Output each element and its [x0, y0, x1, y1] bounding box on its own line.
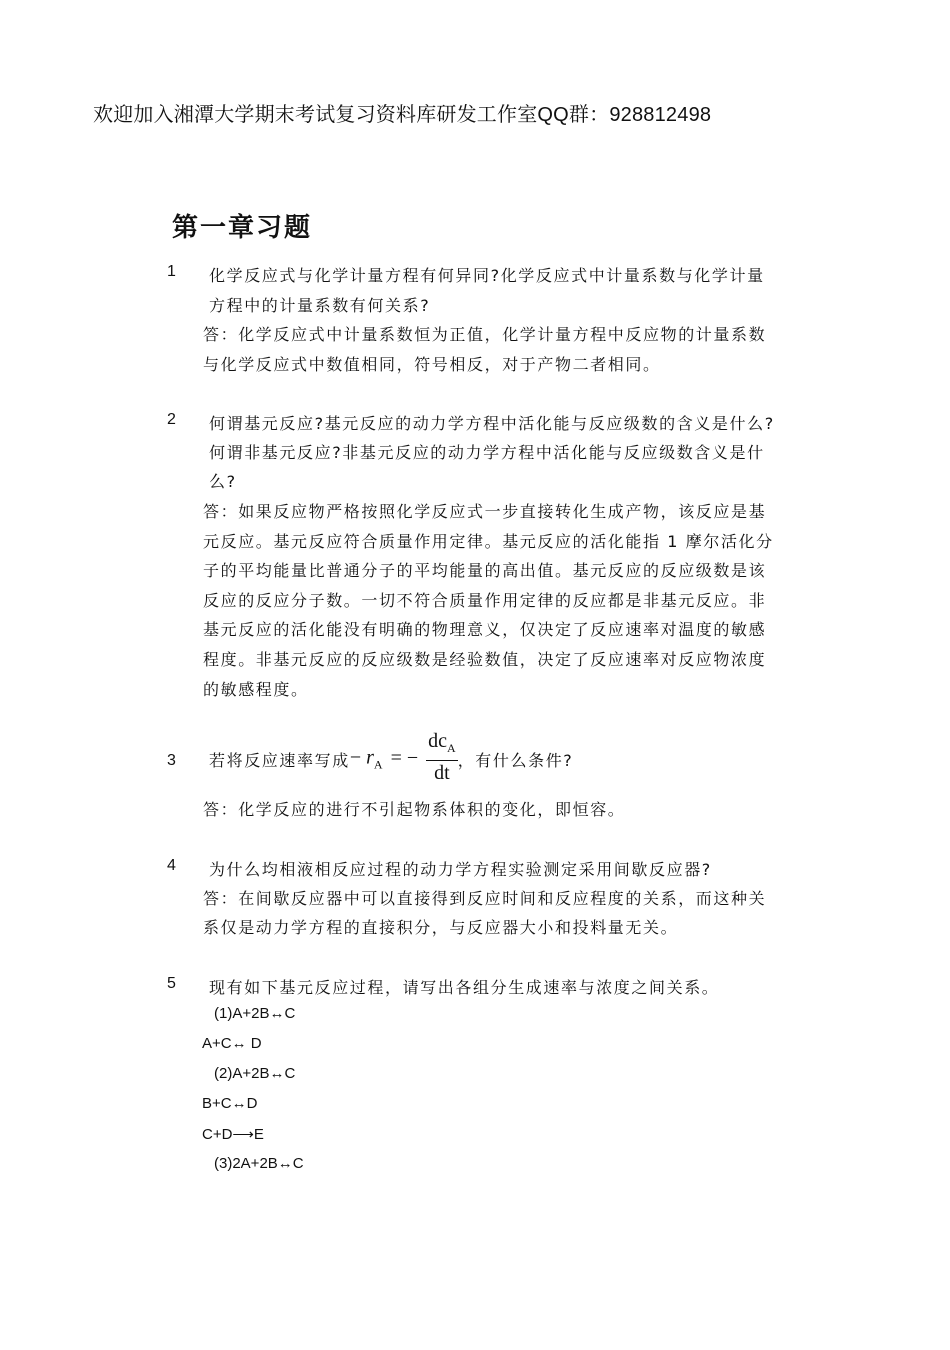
header-banner: 欢迎加入湘潭大学期末考试复习资料库研发工作室QQ群：928812498 [93, 104, 712, 126]
answer-2-line-5: 基元反应的活化能没有明确的物理意义，仅决定了反应速率对温度的敏感 [203, 620, 767, 639]
answer-2-line-1: 答：如果反应物严格按照化学反应式一步直接转化生成产物，该反应是基 [203, 502, 767, 521]
reaction-equation-5: C+D⟶E [202, 1126, 264, 1143]
reaction-equation-4: B+C↔D [202, 1095, 258, 1112]
question-4-line-1: 为什么均相液相反应过程的动力学方程实验测定采用间歇反应器? [209, 860, 712, 879]
question-1-line-2: 方程中的计量系数有何关系? [209, 296, 431, 315]
question-2-line-2: 何谓非基元反应?非基元反应的动力学方程中活化能与反应级数含义是什 [209, 443, 765, 462]
answer-1-line-1: 答：化学反应式中计量系数恒为正值，化学计量方程中反应物的计量系数 [203, 325, 767, 344]
equals-minus: = − [390, 746, 419, 769]
question-number-5: 5 [167, 975, 176, 992]
question-5-line-1: 现有如下基元反应过程，请写出各组分生成速率与浓度之间关系。 [209, 978, 720, 997]
question-1-line-1: 化学反应式与化学计量方程有何异同?化学反应式中计量系数与化学计量 [209, 266, 765, 285]
answer-2-line-4: 反应的反应分子数。一切不符合质量作用定律的反应都是非基元反应。非 [203, 591, 767, 610]
question-3-suffix: ，有什么条件? [457, 750, 574, 770]
minus-sign: − [349, 746, 362, 769]
fraction-numerator-subscript: A [447, 741, 456, 755]
answer-3-line-1: 答：化学反应的进行不引起物系体积的变化，即恒容。 [203, 800, 626, 819]
answer-1-line-2: 与化学反应式中数值相同，符号相反，对于产物二者相同。 [203, 355, 661, 374]
answer-4-line-1: 答：在间歇反应器中可以直接得到反应时间和反应程度的关系，而这种关 [203, 889, 767, 908]
chapter-title: 第一章习题 [172, 213, 313, 243]
fraction-numerator: $dc_A$ [426, 729, 458, 761]
question-number-3: 3 [167, 752, 176, 769]
answer-2-line-6: 程度。非基元反应的反应级数是经验数值，决定了反应速率对反应物浓度 [203, 650, 767, 669]
question-2-line-3: 么? [209, 472, 237, 491]
question-3-line [209, 730, 574, 785]
rate-expression [350, 731, 458, 787]
rate-subscript: A [373, 757, 383, 772]
answer-2-line-3: 子的平均能量比普通分子的平均能量的高出值。基元反应的反应级数是该 [203, 561, 767, 580]
derivative-fraction [426, 729, 458, 785]
reaction-equation-2: A+C↔ D [202, 1035, 262, 1052]
question-2-line-1: 何谓基元反应?基元反应的动力学方程中活化能与反应级数的含义是什么? [209, 414, 775, 433]
question-number-4: 4 [167, 857, 176, 874]
answer-2-line-2: 元反应。基元反应符合质量作用定律。基元反应的活化能指 1 摩尔活化分 [203, 532, 774, 551]
reaction-equation-1: (1)A+2B↔C [214, 1005, 296, 1022]
reaction-equation-3: (2)A+2B↔C [214, 1065, 296, 1082]
reaction-equation-6: (3)2A+2B↔C [214, 1155, 304, 1172]
answer-2-line-7: 的敏感程度。 [203, 680, 309, 699]
answer-4-line-2: 系仅是动力学方程的直接积分，与反应器大小和投料量无关。 [203, 918, 679, 937]
fraction-denominator: dt [434, 762, 450, 784]
question-3-prefix: 若将反应速率写成 [209, 750, 350, 770]
rate-variable: r [366, 746, 374, 769]
question-number-2: 2 [167, 411, 176, 428]
question-number-1: 1 [167, 263, 176, 280]
